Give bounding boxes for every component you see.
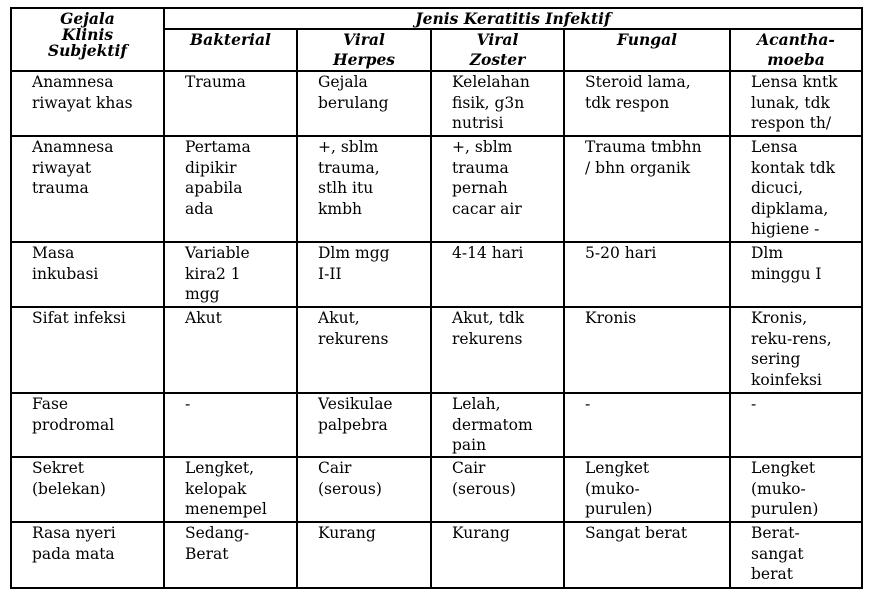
cell-fungal <box>564 393 730 457</box>
cell-line: Berat <box>185 544 229 563</box>
cell-line: higiene - <box>751 220 820 238</box>
cell-line: dipklama, <box>751 199 829 218</box>
cell-line: mgg <box>185 285 220 303</box>
cell-line: Dlm <box>751 244 784 262</box>
cell-line: +, sblm <box>318 138 379 156</box>
cell-viral-zoster <box>431 136 564 242</box>
cell-bakterial <box>164 242 297 307</box>
cell-line: Akut <box>185 309 222 327</box>
cell-line: palpebra <box>318 415 388 434</box>
cell-line: stlh itu <box>318 179 374 197</box>
cell-line: purulen) <box>751 500 819 518</box>
table-row <box>11 393 862 457</box>
table-body <box>11 71 862 588</box>
row-label-line: Sekret <box>32 459 84 477</box>
header-corner-line: Gejala <box>60 9 115 28</box>
cell-line: dipikir <box>185 158 237 177</box>
row-label-line: riwayat <box>32 158 92 177</box>
cell-line: 5-20 hari <box>585 244 657 262</box>
cell-line: minggu I <box>751 264 822 283</box>
cell-fungal <box>564 71 730 136</box>
cell-bakterial <box>164 522 297 588</box>
header-corner-cell <box>11 8 164 71</box>
row-label-line: Sifat infeksi <box>32 309 126 327</box>
cell-line: Steroid lama, <box>585 73 691 91</box>
cell-line: Dlm mgg <box>318 244 390 262</box>
header-group-title: Jenis Keratitis Infektif <box>164 8 862 29</box>
cell-viral-zoster <box>431 307 564 393</box>
cell-line: Variable <box>185 244 250 262</box>
cell-line: +, sblm <box>452 138 513 156</box>
cell-line: sangat <box>751 544 804 563</box>
table-row <box>11 242 862 307</box>
cell-bakterial <box>164 71 297 136</box>
cell-line: Vesikulae <box>318 395 393 413</box>
cell-line: Sedang- <box>185 524 250 542</box>
table-row <box>11 522 862 588</box>
cell-line: kontak tdk <box>751 158 836 177</box>
row-label-line: Anamnesa <box>32 138 114 156</box>
column-header-bakterial: Bakterial <box>164 29 297 71</box>
row-label-line: Rasa nyeri <box>32 524 116 542</box>
row-label-cell <box>11 242 164 307</box>
cell-line: dicuci, <box>751 179 804 197</box>
cell-bakterial <box>164 136 297 242</box>
cell-acanthamoeba <box>730 307 862 393</box>
cell-line: Lengket, <box>185 459 255 477</box>
cell-line: Akut, tdk <box>452 309 525 327</box>
cell-viral-herpes <box>297 71 431 136</box>
cell-viral-zoster <box>431 393 564 457</box>
cell-line: Kronis, <box>751 309 808 327</box>
cell-line: menempel <box>185 500 267 518</box>
row-label-cell <box>11 136 164 242</box>
cell-viral-zoster <box>431 242 564 307</box>
cell-bakterial <box>164 307 297 393</box>
cell-line: purulen) <box>585 500 653 518</box>
cell-line: Trauma <box>185 73 246 91</box>
cell-line: rekurens <box>318 329 389 348</box>
cell-fungal <box>564 457 730 522</box>
row-label-line: riwayat khas <box>32 93 133 112</box>
cell-line: Akut, <box>318 309 360 327</box>
cell-line: Lensa <box>751 138 798 156</box>
cell-line: sering <box>751 350 801 368</box>
cell-line: respon th/ <box>751 114 832 132</box>
cell-acanthamoeba <box>730 522 862 588</box>
row-label-line: prodromal <box>32 415 115 434</box>
cell-acanthamoeba <box>730 393 862 457</box>
row-label-line: Anamnesa <box>32 73 114 91</box>
table-row <box>11 71 862 136</box>
cell-line: (serous) <box>318 479 382 498</box>
cell-line: Lelah, <box>452 395 501 413</box>
table-row <box>11 307 862 393</box>
row-label-cell <box>11 71 164 136</box>
cell-line: rekurens <box>452 329 523 348</box>
cell-viral-herpes <box>297 307 431 393</box>
cell-line: tdk respon <box>585 93 670 112</box>
cell-line: - <box>751 395 757 413</box>
cell-line: Kurang <box>318 524 376 542</box>
cell-line: pain <box>452 436 487 454</box>
cell-line: Lengket <box>585 459 650 477</box>
cell-line: cacar air <box>452 199 522 218</box>
cell-line: apabila <box>185 179 243 197</box>
column-header-viral-herpes: Viral Herpes <box>297 29 431 71</box>
cell-line: kmbh <box>318 199 362 218</box>
cell-viral-zoster <box>431 71 564 136</box>
header-corner-line: Klinis <box>61 25 114 44</box>
cell-line: 4-14 hari <box>452 244 524 262</box>
cell-fungal <box>564 522 730 588</box>
cell-line: berulang <box>318 93 389 112</box>
cell-acanthamoeba <box>730 242 862 307</box>
cell-viral-herpes <box>297 136 431 242</box>
row-label-cell <box>11 393 164 457</box>
table-row <box>11 136 862 242</box>
cell-line: Trauma tmbhn <box>585 138 702 156</box>
row-label-line: pada mata <box>32 544 115 563</box>
keratitis-table <box>10 7 863 589</box>
header-corner-line: Subjektif <box>47 41 128 60</box>
cell-line: reku-rens, <box>751 329 832 348</box>
cell-viral-zoster <box>431 457 564 522</box>
column-header-viral-zoster: Viral Zoster <box>431 29 564 71</box>
cell-acanthamoeba <box>730 136 862 242</box>
cell-line: lunak, tdk <box>751 93 830 112</box>
row-label-line: Fase <box>32 395 69 413</box>
header-row-group <box>11 8 862 29</box>
cell-line: (muko- <box>585 479 640 498</box>
cell-line: (serous) <box>452 479 516 498</box>
row-label-line: (belekan) <box>32 479 106 498</box>
column-header-fungal: Fungal <box>564 29 730 71</box>
cell-line: Pertama <box>185 138 251 156</box>
cell-line: ada <box>185 199 214 218</box>
cell-fungal <box>564 136 730 242</box>
row-label-cell <box>11 522 164 588</box>
cell-line: trauma, <box>318 158 380 177</box>
row-label-line: Masa <box>32 244 75 262</box>
cell-viral-herpes <box>297 242 431 307</box>
cell-line: Kronis <box>585 309 637 327</box>
cell-line: berat <box>751 565 793 583</box>
cell-line: Kelelahan <box>452 73 530 91</box>
cell-line: Kurang <box>452 524 510 542</box>
cell-line: - <box>185 395 191 413</box>
cell-viral-herpes <box>297 457 431 522</box>
cell-viral-herpes <box>297 522 431 588</box>
row-label-cell <box>11 457 164 522</box>
cell-line: koinfeksi <box>751 370 822 389</box>
cell-line: dermatom <box>452 415 533 434</box>
cell-line: I-II <box>318 264 342 283</box>
cell-line: Lensa kntk <box>751 73 838 91</box>
cell-acanthamoeba <box>730 71 862 136</box>
cell-viral-zoster <box>431 522 564 588</box>
row-label-line: inkubasi <box>32 264 99 283</box>
cell-line: pernah <box>452 179 508 197</box>
cell-bakterial <box>164 457 297 522</box>
cell-fungal <box>564 307 730 393</box>
cell-acanthamoeba <box>730 457 862 522</box>
cell-line: Berat- <box>751 524 800 542</box>
cell-line: Gejala <box>318 73 368 91</box>
cell-line: fisik, g3n <box>452 93 525 112</box>
cell-line: kelopak <box>185 479 247 498</box>
cell-line: / bhn organik <box>585 158 691 177</box>
row-label-line: trauma <box>32 179 89 197</box>
cell-line: nutrisi <box>452 114 504 132</box>
cell-line: Sangat berat <box>585 524 688 542</box>
cell-bakterial <box>164 393 297 457</box>
cell-fungal <box>564 242 730 307</box>
table-row <box>11 457 862 522</box>
cell-line: trauma <box>452 158 509 177</box>
cell-line: (muko- <box>751 479 806 498</box>
row-label-cell <box>11 307 164 393</box>
cell-line: kira2 1 <box>185 264 241 283</box>
cell-viral-herpes <box>297 393 431 457</box>
cell-line: Cair <box>452 459 486 477</box>
cell-line: - <box>585 395 591 413</box>
column-header-acanthamoeba: Acantha- moeba <box>730 29 862 71</box>
cell-line: Lengket <box>751 459 816 477</box>
cell-line: Cair <box>318 459 352 477</box>
